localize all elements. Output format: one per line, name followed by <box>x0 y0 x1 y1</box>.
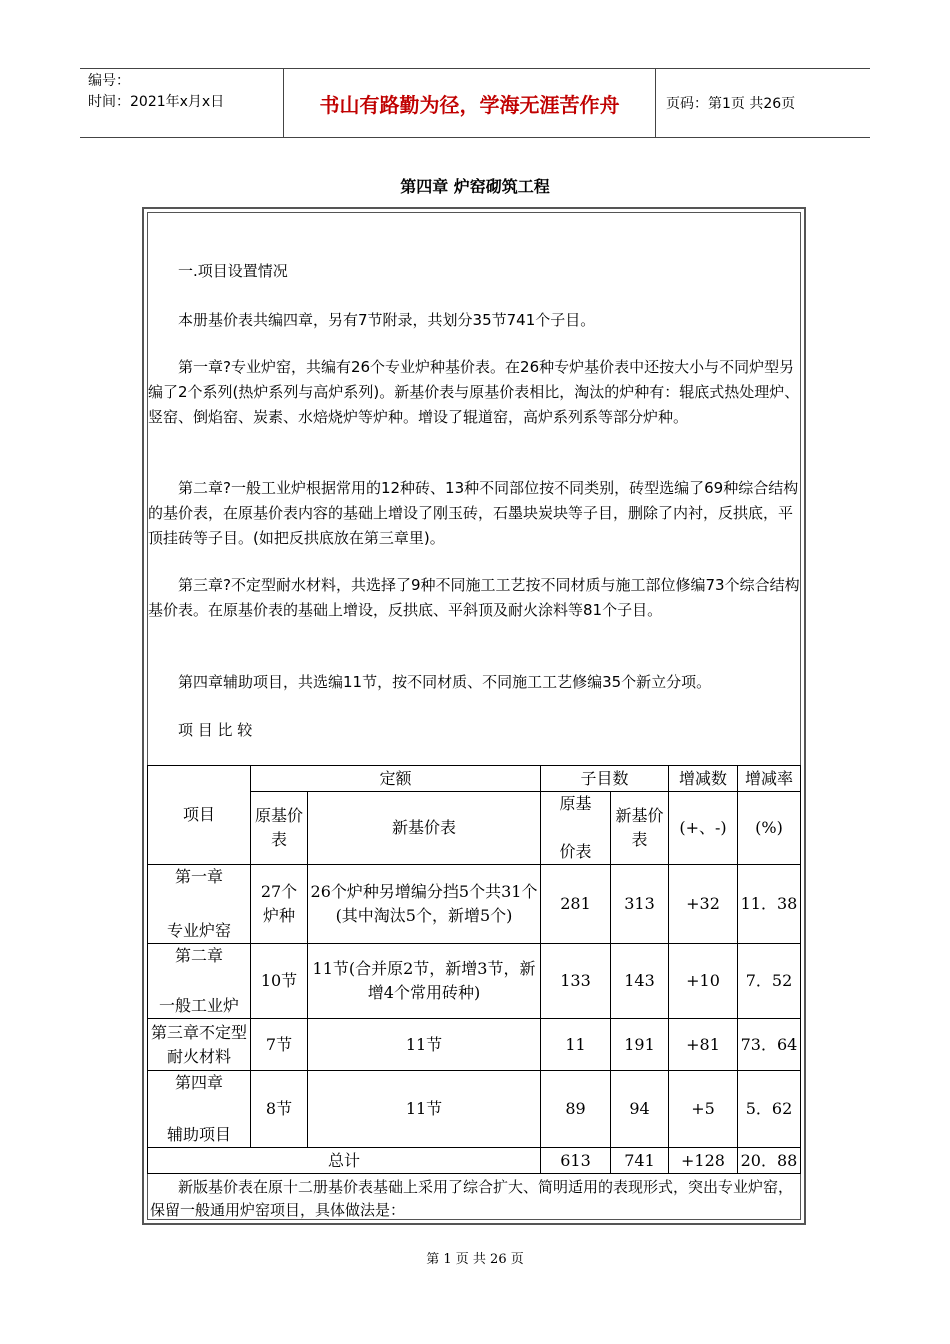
row-item-subtitle: 一般工业炉 <box>158 996 239 1015</box>
row-item-subtitle: 专业炉窑 <box>166 921 231 940</box>
total-change: +128 <box>669 1148 738 1174</box>
row-item-title: 第四章 <box>174 1073 223 1092</box>
row-new: 11节 <box>308 1071 541 1148</box>
row-item-subtitle: 辅助项目 <box>166 1125 231 1144</box>
row-old: 27个炉种 <box>251 865 308 944</box>
page-header <box>80 68 870 138</box>
row-old: 10节 <box>251 944 308 1019</box>
paragraph-chapter-2: 第二章?一般工业炉根据常用的12种砖、13种不同部位按不同类别，砖型选编了69种综合结构的基价表，在原基价表内容的基础上增设了刚玉砖，石墨块炭块等子目，删除了内衬，反拱底，平顶挂砖等子目。(如把反拱底放在第三章里)。 <box>148 479 799 547</box>
row-old: 8节 <box>251 1071 308 1148</box>
comparison-table <box>147 765 801 1174</box>
row-rate: 5．62 <box>738 1071 801 1148</box>
header-old-count-a: 原基 <box>559 794 592 813</box>
row-item-title: 第一章 <box>174 867 223 886</box>
row-change: +32 <box>669 865 738 944</box>
row-new: 11节 <box>308 1019 541 1071</box>
header-item: 项目 <box>148 766 251 865</box>
header-rate: 增减率 <box>738 766 801 792</box>
row-old: 7节 <box>251 1019 308 1071</box>
total-old-count: 613 <box>541 1148 611 1174</box>
table-row <box>148 865 801 944</box>
time-label: 时间：2021年x月x日 <box>88 94 225 110</box>
row-old-count: 11 <box>541 1019 611 1071</box>
row-old-count: 281 <box>541 865 611 944</box>
table-row <box>148 944 801 1019</box>
paragraph-chapter-1: 第一章?专业炉窑，共编有26个专业炉种基价表。在26种专炉基价表中还按大小与不同炉型另编了2个系列(热炉系列与高炉系列)。新基价表与原基价表相比，淘汰的炉种有：辊底式热处理炉、竖窑、倒焰窑、炭素、水焙烧炉等炉种。增设了辊道窑，高炉系列系等部分炉种。 <box>148 358 800 426</box>
section-heading: 一.项目设置情况 <box>178 262 288 280</box>
row-rate: 7．52 <box>738 944 801 1019</box>
table-total-row <box>148 1148 801 1174</box>
row-new-count: 191 <box>611 1019 669 1071</box>
header-quota: 定额 <box>251 766 541 792</box>
total-label: 总计 <box>148 1148 541 1174</box>
row-rate: 11．38 <box>738 865 801 944</box>
row-old-count: 89 <box>541 1071 611 1148</box>
row-new-count: 143 <box>611 944 669 1019</box>
row-rate: 73．64 <box>738 1019 801 1071</box>
header-change: 增减数 <box>669 766 738 792</box>
row-new-count: 94 <box>611 1071 669 1148</box>
row-change: +81 <box>669 1019 738 1071</box>
table-row <box>148 1071 801 1148</box>
header-subitems: 子目数 <box>541 766 669 792</box>
row-item-title: 第二章 <box>174 946 223 965</box>
table-row <box>148 1019 801 1071</box>
header-old-count-b: 价表 <box>559 842 592 861</box>
header-change-unit: (+、-) <box>669 792 738 865</box>
number-label: 编号： <box>88 73 130 89</box>
total-new-count: 741 <box>611 1148 669 1174</box>
row-change: +5 <box>669 1071 738 1148</box>
page-footer: 第 1 页 共 26 页 <box>426 1252 524 1267</box>
row-new: 11节(合并原2节，新增3节，新增4个常用砖种) <box>308 944 541 1019</box>
total-rate: 20．88 <box>738 1148 801 1174</box>
paragraph-overview: 本册基价表共编四章，另有7节附录，共划分35节741个子目。 <box>178 311 596 329</box>
header-motto: 书山有路勤为径，学海无涯苦作舟 <box>283 69 656 137</box>
comparison-heading: 项 目 比 较 <box>178 721 253 739</box>
header-new-table: 新基价表 <box>308 792 541 865</box>
row-old-count: 133 <box>541 944 611 1019</box>
row-new-count: 313 <box>611 865 669 944</box>
header-meta <box>80 69 283 137</box>
chapter-title: 第四章 炉窑砌筑工程 <box>400 177 550 196</box>
table-header-row <box>148 766 801 792</box>
closing-note: 新版基价表在原十二册基价表基础上采用了综合扩大、简明适用的表现形式，突出专业炉窑，保留一般通用炉窑项目，具体做法是： <box>150 1178 794 1219</box>
header-page-label: 页码：第1页 共26页 <box>666 96 796 112</box>
row-item-title: 第三章不定型耐火材料 <box>148 1019 251 1071</box>
header-rate-unit: (%) <box>738 792 801 865</box>
header-old-table: 原基价表 <box>251 792 308 865</box>
paragraph-chapter-4: 第四章辅助项目，共选编11节，按不同材质、不同施工工艺修编35个新立分项。 <box>178 673 712 691</box>
paragraph-chapter-3: 第三章?不定型耐水材料，共选择了9种不同施工工艺按不同材质与施工部位修编73个综合结构基价表。在原基价表的基础上增设，反拱底、平斜顶及耐火涂料等81个子目。 <box>148 576 800 619</box>
row-new: 26个炉种另增编分挡5个共31个(其中淘汰5个，新增5个) <box>308 865 541 944</box>
row-change: +10 <box>669 944 738 1019</box>
header-new-count: 新基价表 <box>611 792 669 865</box>
